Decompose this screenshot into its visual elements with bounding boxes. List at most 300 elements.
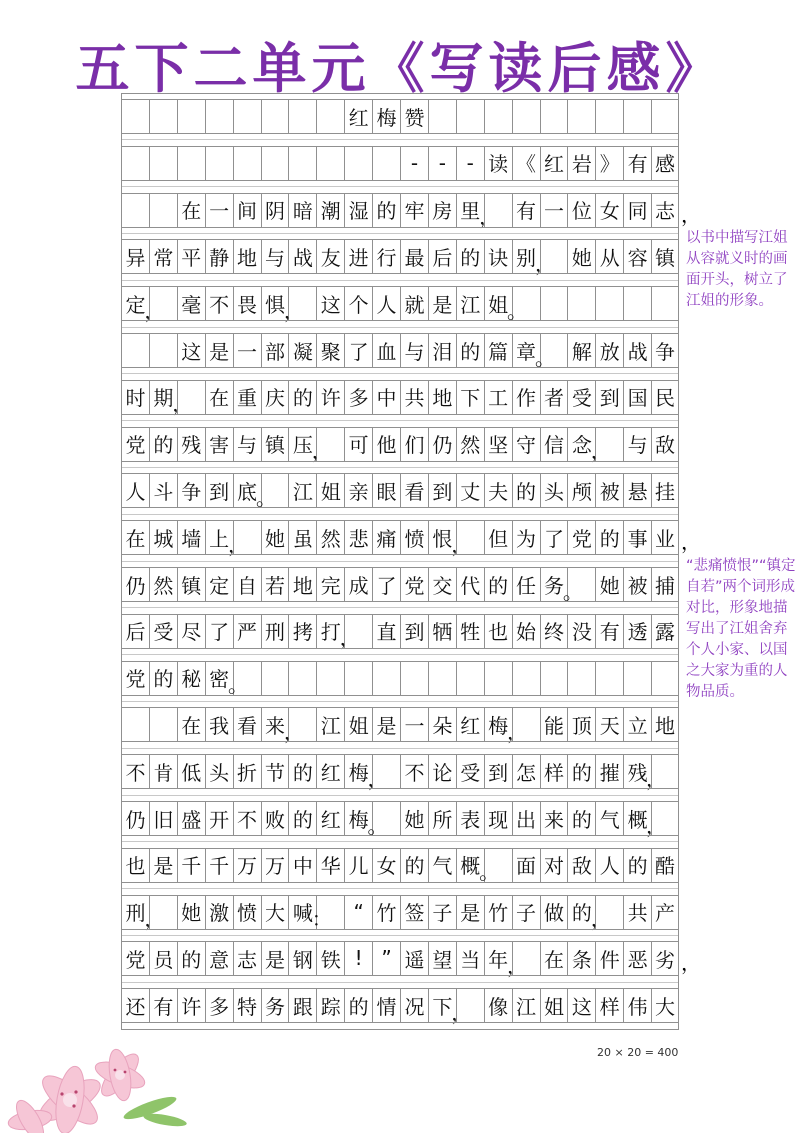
grid-cell: 任 xyxy=(512,567,540,601)
grid-cell: ， xyxy=(344,614,372,648)
grid-cell: 业 xyxy=(651,520,679,554)
grid-cell: 的 xyxy=(623,848,651,882)
grid-cell: 颅 xyxy=(567,473,595,507)
grid-cell: 梅 xyxy=(484,707,512,741)
grid-cell: ， xyxy=(512,941,540,975)
grid-cell: 顶 xyxy=(567,707,595,741)
grid-cell: 刑 xyxy=(121,895,149,929)
grid-cell: “ xyxy=(344,895,372,929)
grid-cell: 的 xyxy=(149,661,177,695)
grid-cell: - xyxy=(400,146,428,180)
grid-cell: 聚 xyxy=(316,333,344,367)
grid-cell: 件 xyxy=(595,941,623,975)
grid-cell: 员 xyxy=(149,941,177,975)
grid-cell: 房 xyxy=(428,193,456,227)
grid-cell: 旧 xyxy=(149,801,177,835)
grid-cell: 立 xyxy=(623,707,651,741)
grid-cell: 对 xyxy=(540,848,568,882)
grid-cell: 密 xyxy=(205,661,233,695)
grid-cell: 国 xyxy=(623,380,651,414)
grid-cell: 血 xyxy=(372,333,400,367)
grid-cell: 跟 xyxy=(288,988,316,1022)
grid-cell: 残 xyxy=(623,754,651,788)
grid-cell: 是 xyxy=(205,333,233,367)
grid-cell: 。 xyxy=(233,661,261,695)
grid-cell: 捕 xyxy=(651,567,679,601)
grid-cell: 到 xyxy=(484,754,512,788)
grid-cell: 华 xyxy=(316,848,344,882)
grid-cell: 这 xyxy=(567,988,595,1022)
grid-cell: 她 xyxy=(595,567,623,601)
grid-cell: 签 xyxy=(400,895,428,929)
grid-cell: 大 xyxy=(651,988,679,1022)
grid-cell: 始 xyxy=(512,614,540,648)
grid-cell: 从 xyxy=(595,239,623,273)
grid-cell: 当 xyxy=(456,941,484,975)
grid-cell: 者 xyxy=(540,380,568,414)
grid-cell: 战 xyxy=(623,333,651,367)
grid-cell: 不 xyxy=(121,754,149,788)
grid-cell: 惧 xyxy=(261,286,289,320)
grid-cell: 下 xyxy=(428,988,456,1022)
grid-cell: 情 xyxy=(372,988,400,1022)
grid-cell: 行 xyxy=(372,239,400,273)
grid-cell: 表 xyxy=(456,801,484,835)
grid-cell: ， xyxy=(651,754,679,788)
grid-cell: 争 xyxy=(651,333,679,367)
grid-cell: 万 xyxy=(233,848,261,882)
grid-cell: 的 xyxy=(288,380,316,414)
grid-cell: 同 xyxy=(623,193,651,227)
grid-cell: 万 xyxy=(261,848,289,882)
grid-cell: 别 xyxy=(512,239,540,273)
grid-cell: 异 xyxy=(121,239,149,273)
grid-cell: 《 xyxy=(512,146,540,180)
grid-cell: 悬 xyxy=(623,473,651,507)
grid-cell: 他 xyxy=(372,427,400,461)
grid-cell: 女 xyxy=(595,193,623,227)
grid-cell: 是 xyxy=(456,895,484,929)
grid-cell: 篇 xyxy=(484,333,512,367)
grid-cell: 地 xyxy=(233,239,261,273)
grid-cell: 。 xyxy=(512,286,540,320)
grid-cell: 工 xyxy=(484,380,512,414)
grid-cell: 暗 xyxy=(288,193,316,227)
grid-cell: 挂 xyxy=(651,473,679,507)
grid-cell: ， xyxy=(484,193,512,227)
grid-cell: ， xyxy=(233,520,261,554)
grid-cell: 低 xyxy=(177,754,205,788)
grid-cell: 位 xyxy=(567,193,595,227)
grid-cell: 丈 xyxy=(456,473,484,507)
grid-cell: ， xyxy=(595,427,623,461)
grid-cell: 秘 xyxy=(177,661,205,695)
grid-cell: 现 xyxy=(484,801,512,835)
grid-cell: 是 xyxy=(428,286,456,320)
grid-cell: ， xyxy=(651,801,679,835)
grid-cell: 人 xyxy=(121,473,149,507)
grid-cell: 刑 xyxy=(261,614,289,648)
grid-cell: 这 xyxy=(316,286,344,320)
grid-cell: 到 xyxy=(400,614,428,648)
grid-cell: 愤 xyxy=(400,520,428,554)
grid-cell: ， xyxy=(540,239,568,273)
grid-cell: 常 xyxy=(149,239,177,273)
grid-cell: ， xyxy=(595,895,623,929)
grid-cell: 她 xyxy=(400,801,428,835)
grid-cell: 个 xyxy=(344,286,372,320)
grid-cell: 了 xyxy=(344,333,372,367)
grid-cell: 所 xyxy=(428,801,456,835)
grid-cell: 城 xyxy=(149,520,177,554)
grid-cell: 千 xyxy=(177,848,205,882)
grid-cell: 解 xyxy=(567,333,595,367)
grid-cell: 坚 xyxy=(484,427,512,461)
grid-cell: ， xyxy=(316,427,344,461)
grid-cell: 多 xyxy=(205,988,233,1022)
grid-cell: 恨 xyxy=(428,520,456,554)
grid-cell: 章 xyxy=(512,333,540,367)
grid-cell: 的 xyxy=(567,754,595,788)
grid-cell: 感 xyxy=(651,146,679,180)
grid-cell: 赞 xyxy=(400,99,428,133)
grid-cell: 还 xyxy=(121,988,149,1022)
grid-cell: 代 xyxy=(456,567,484,601)
grid-cell: 的 xyxy=(567,801,595,835)
grid-cell: 红 xyxy=(316,801,344,835)
overflow-punctuation: ， xyxy=(681,951,701,976)
grid-cell: ， xyxy=(177,380,205,414)
grid-cell: 她 xyxy=(567,239,595,273)
grid-cell: 节 xyxy=(261,754,289,788)
grid-cell: 红 xyxy=(344,99,372,133)
grid-cell: 直 xyxy=(372,614,400,648)
grid-cell: 虽 xyxy=(288,520,316,554)
grid-cell: ， xyxy=(512,707,540,741)
grid-cell: ” xyxy=(372,941,400,975)
grid-cell: 期 xyxy=(149,380,177,414)
grid-count-label: 20 × 20 = 400 xyxy=(597,1046,679,1059)
grid-cell: 压 xyxy=(288,427,316,461)
grid-cell: 像 xyxy=(484,988,512,1022)
grid-cell: 。 xyxy=(261,473,289,507)
grid-cell: 镇 xyxy=(651,239,679,273)
grid-cell: 中 xyxy=(288,848,316,882)
grid-cell: 子 xyxy=(428,895,456,929)
grid-cell: 斗 xyxy=(149,473,177,507)
grid-cell: 念 xyxy=(567,427,595,461)
grid-cell: 但 xyxy=(484,520,512,554)
grid-cell: 梅 xyxy=(344,801,372,835)
grid-cell: 伟 xyxy=(623,988,651,1022)
grid-cell: 产 xyxy=(651,895,679,929)
grid-cell: 部 xyxy=(261,333,289,367)
grid-cell: 姐 xyxy=(344,707,372,741)
grid-cell: ， xyxy=(288,286,316,320)
grid-frame xyxy=(121,93,679,1030)
grid-cell: 是 xyxy=(149,848,177,882)
grid-cell: 里 xyxy=(456,193,484,227)
grid-cell: 信 xyxy=(540,427,568,461)
grid-cell: 露 xyxy=(651,614,679,648)
grid-cell: 女 xyxy=(372,848,400,882)
grid-cell: 的 xyxy=(177,941,205,975)
grid-cell: 我 xyxy=(205,707,233,741)
grid-cell: 的 xyxy=(344,988,372,1022)
grid-cell: 人 xyxy=(372,286,400,320)
grid-cell: 人 xyxy=(595,848,623,882)
grid-cell: 党 xyxy=(567,520,595,554)
grid-cell: 在 xyxy=(177,707,205,741)
margin-annotation: “悲痛愤恨”“镇定自若”两个词形成对比，形象地描写出了江姐舍弃个人小家、以国之大家为重的人物品质。 xyxy=(686,558,796,700)
grid-cell: 中 xyxy=(372,380,400,414)
grid-cell: 残 xyxy=(177,427,205,461)
grid-cell: 竹 xyxy=(372,895,400,929)
grid-cell: 透 xyxy=(623,614,651,648)
grid-cell: 后 xyxy=(428,239,456,273)
grid-cell: 条 xyxy=(567,941,595,975)
grid-cell: 底 xyxy=(233,473,261,507)
grid-cell: 定 xyxy=(121,286,149,320)
grid-cell: 子 xyxy=(512,895,540,929)
grid-cell: 成 xyxy=(344,567,372,601)
grid-cell: 竹 xyxy=(484,895,512,929)
grid-cell: 阴 xyxy=(261,193,289,227)
grid-cell: 地 xyxy=(288,567,316,601)
grid-cell: 不 xyxy=(233,801,261,835)
grid-cell: 放 xyxy=(595,333,623,367)
grid-cell: 了 xyxy=(540,520,568,554)
grid-cell: 到 xyxy=(205,473,233,507)
grid-cell: 大 xyxy=(261,895,289,929)
grid-cell: 受 xyxy=(456,754,484,788)
grid-cell: 地 xyxy=(428,380,456,414)
grid-cell: 的 xyxy=(456,239,484,273)
grid-cell: 平 xyxy=(177,239,205,273)
grid-cell: 受 xyxy=(149,614,177,648)
grid-cell: 时 xyxy=(121,380,149,414)
grid-cell: 概 xyxy=(456,848,484,882)
grid-cell: 务 xyxy=(261,988,289,1022)
grid-cell: 败 xyxy=(261,801,289,835)
grid-cell: 战 xyxy=(288,239,316,273)
grid-cell: 的 xyxy=(149,427,177,461)
grid-cell: 与 xyxy=(233,427,261,461)
grid-cell: 折 xyxy=(233,754,261,788)
grid-cell: 地 xyxy=(651,707,679,741)
grid-cell: 牲 xyxy=(456,614,484,648)
grid-cell: 恶 xyxy=(623,941,651,975)
grid-cell: 不 xyxy=(205,286,233,320)
grid-cell: 。 xyxy=(372,801,400,835)
grid-cell: 凝 xyxy=(288,333,316,367)
grid-cell: 论 xyxy=(428,754,456,788)
grid-cell: 。 xyxy=(567,567,595,601)
grid-cell: 。 xyxy=(540,333,568,367)
grid-cell: 志 xyxy=(651,193,679,227)
grid-cell: 在 xyxy=(121,520,149,554)
grid-cell: 到 xyxy=(595,380,623,414)
grid-cell: 党 xyxy=(121,661,149,695)
grid-cell: 有 xyxy=(149,988,177,1022)
grid-cell: 在 xyxy=(177,193,205,227)
grid-cell: 许 xyxy=(316,380,344,414)
overflow-punctuation: ， xyxy=(681,202,701,227)
grid-cell: 在 xyxy=(205,380,233,414)
grid-cell: 打 xyxy=(316,614,344,648)
grid-cell: 就 xyxy=(400,286,428,320)
grid-cell: 多 xyxy=(344,380,372,414)
grid-cell: 岩 xyxy=(567,146,595,180)
grid-cell: 读 xyxy=(484,146,512,180)
grid-cell: 自 xyxy=(233,567,261,601)
grid-cell: 毫 xyxy=(177,286,205,320)
grid-cell: 志 xyxy=(233,941,261,975)
grid-cell: 概 xyxy=(623,801,651,835)
grid-cell: 与 xyxy=(623,427,651,461)
grid-cell: 共 xyxy=(400,380,428,414)
grid-cell: 一 xyxy=(400,707,428,741)
grid-cell: 敌 xyxy=(651,427,679,461)
grid-cell: 。 xyxy=(484,848,512,882)
grid-cell: 在 xyxy=(540,941,568,975)
grid-cell: 踪 xyxy=(316,988,344,1022)
grid-cell: 到 xyxy=(428,473,456,507)
grid-cell: 江 xyxy=(316,707,344,741)
grid-cell: 梅 xyxy=(372,99,400,133)
grid-cell: 然 xyxy=(456,427,484,461)
page-title: 五下二单元《写读后感》 xyxy=(75,37,725,100)
grid-cell: 是 xyxy=(261,941,289,975)
grid-cell: 的 xyxy=(372,193,400,227)
grid-cell: 交 xyxy=(428,567,456,601)
grid-cell: 敌 xyxy=(567,848,595,882)
grid-cell: 牢 xyxy=(400,193,428,227)
grid-cell: 怎 xyxy=(512,754,540,788)
grid-cell: 望 xyxy=(428,941,456,975)
grid-cell: 她 xyxy=(177,895,205,929)
grid-cell: 有 xyxy=(595,614,623,648)
grid-cell: 做 xyxy=(540,895,568,929)
overflow-punctuation: ， xyxy=(681,530,701,555)
grid-cell: 拷 xyxy=(288,614,316,648)
grid-cell: 民 xyxy=(651,380,679,414)
grid-cell: 愤 xyxy=(233,895,261,929)
grid-cell: 然 xyxy=(316,520,344,554)
composition-grid xyxy=(121,93,701,1030)
grid-cell: 悲 xyxy=(344,520,372,554)
grid-cell: ! xyxy=(344,941,372,975)
grid-cell: 定 xyxy=(205,567,233,601)
grid-cell: 意 xyxy=(205,941,233,975)
grid-cell: ， xyxy=(456,988,484,1022)
grid-cell: 出 xyxy=(512,801,540,835)
grid-cell: 被 xyxy=(595,473,623,507)
grid-cell: 仍 xyxy=(121,567,149,601)
grid-cell: ， xyxy=(372,754,400,788)
grid-cell: 头 xyxy=(540,473,568,507)
grid-cell: 间 xyxy=(233,193,261,227)
grid-cell: 红 xyxy=(316,754,344,788)
grid-cell: 喊 xyxy=(288,895,316,929)
grid-cell: 被 xyxy=(623,567,651,601)
grid-cell: 镇 xyxy=(261,427,289,461)
grid-cell: 是 xyxy=(372,707,400,741)
margin-annotation: 以书中描写江姐从容就义时的画面开头，树立了江姐的形象。 xyxy=(686,230,788,309)
grid-cell: 这 xyxy=(177,333,205,367)
grid-cell: 许 xyxy=(177,988,205,1022)
grid-cell: 害 xyxy=(205,427,233,461)
grid-cell: 也 xyxy=(484,614,512,648)
grid-cell: 江 xyxy=(288,473,316,507)
grid-cell: 的 xyxy=(400,848,428,882)
grid-cell: 诀 xyxy=(484,239,512,273)
grid-cell: 天 xyxy=(595,707,623,741)
grid-cell: 党 xyxy=(121,427,149,461)
grid-cell: 畏 xyxy=(233,286,261,320)
grid-cell: 友 xyxy=(316,239,344,273)
grid-cell: 守 xyxy=(512,427,540,461)
grid-cell: 年 xyxy=(484,941,512,975)
grid-cell: 千 xyxy=(205,848,233,882)
grid-cell: 气 xyxy=(428,848,456,882)
grid-cell: 仍 xyxy=(121,801,149,835)
grid-cell: 来 xyxy=(261,707,289,741)
grid-cell: 党 xyxy=(400,567,428,601)
grid-cell: 后 xyxy=(121,614,149,648)
grid-cell: 特 xyxy=(233,988,261,1022)
grid-cell: 仍 xyxy=(428,427,456,461)
grid-cell: 能 xyxy=(540,707,568,741)
grid-cell: 况 xyxy=(400,988,428,1022)
grid-cell: 气 xyxy=(595,801,623,835)
grid-cell: 激 xyxy=(205,895,233,929)
grid-cell: 红 xyxy=(540,146,568,180)
grid-cell: 》 xyxy=(595,146,623,180)
grid-cell: 肯 xyxy=(149,754,177,788)
grid-cell: 若 xyxy=(261,567,289,601)
grid-cell: 样 xyxy=(595,988,623,1022)
grid-cell: 共 xyxy=(623,895,651,929)
grid-cell: 姐 xyxy=(484,286,512,320)
grid-cell: 的 xyxy=(595,520,623,554)
grid-cell: 梅 xyxy=(344,754,372,788)
grid-cell: 不 xyxy=(400,754,428,788)
grid-cell: 进 xyxy=(344,239,372,273)
grid-cell: 有 xyxy=(623,146,651,180)
grid-cell: 与 xyxy=(261,239,289,273)
grid-cell: 江 xyxy=(456,286,484,320)
grid-cell: 镇 xyxy=(177,567,205,601)
grid-cell: 然 xyxy=(149,567,177,601)
grid-cell: 终 xyxy=(540,614,568,648)
grid-cell: 党 xyxy=(121,941,149,975)
grid-cell: 下 xyxy=(456,380,484,414)
grid-cell: 铁 xyxy=(316,941,344,975)
grid-cell: 遥 xyxy=(400,941,428,975)
grid-cell: 们 xyxy=(400,427,428,461)
grid-cell: 面 xyxy=(512,848,540,882)
grid-cell: 一 xyxy=(205,193,233,227)
grid-cell: 尽 xyxy=(177,614,205,648)
grid-cell: 眼 xyxy=(372,473,400,507)
grid-cell: 钢 xyxy=(288,941,316,975)
grid-cell: - xyxy=(456,146,484,180)
grid-cell: 一 xyxy=(233,333,261,367)
grid-cell: 争 xyxy=(177,473,205,507)
grid-cell: 了 xyxy=(372,567,400,601)
grid-cell: 泪 xyxy=(428,333,456,367)
